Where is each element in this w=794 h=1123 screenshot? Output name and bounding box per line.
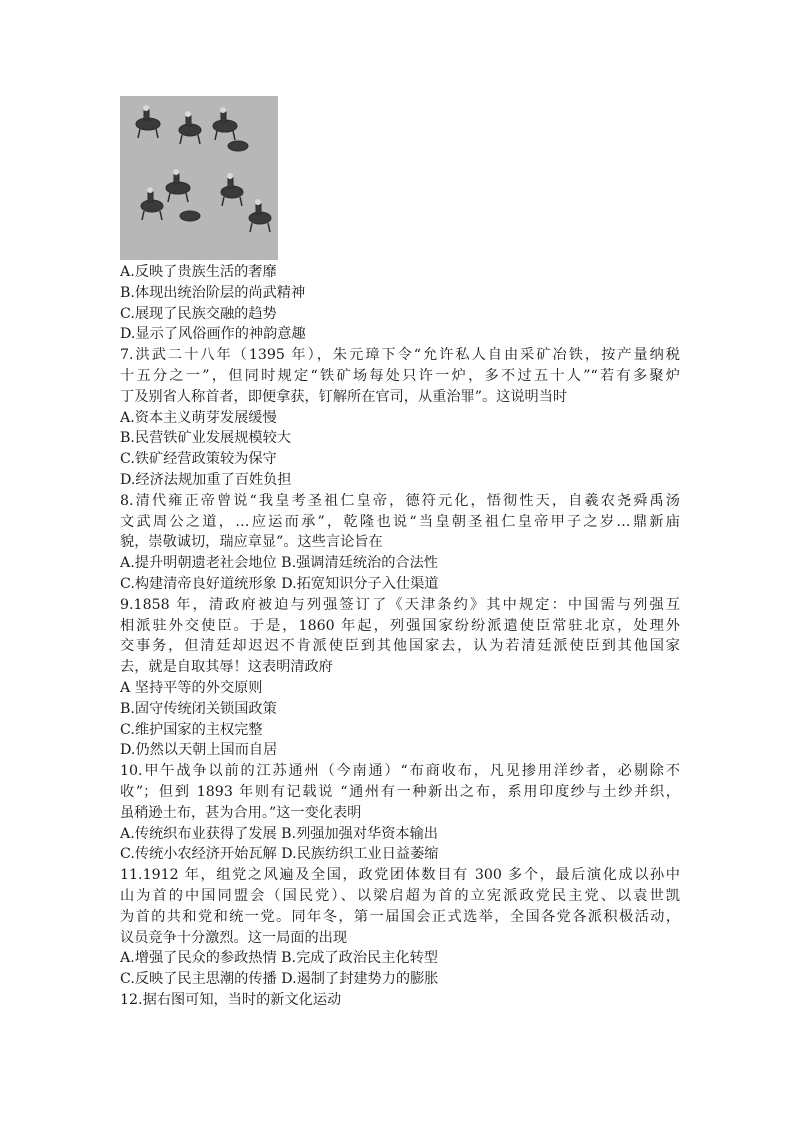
option-line: B.体现出统治阶层的尚武精神 — [120, 284, 306, 301]
option-line: C.反映了民主思潮的传播 D.遏制了封建势力的膨胀 — [120, 971, 439, 988]
option-line: A.资本主义萌芽发展缓慢 — [120, 409, 277, 426]
option-line: A.反映了贵族生活的奢靡 — [120, 264, 277, 280]
question-9-line: 相派驻外交使臣。于是，1860 年起，列强国家纷纷派遣使臣常驻北京，处理外 — [120, 617, 680, 634]
option-line: B.固守传统闭关锁国政策 — [120, 700, 277, 717]
question-7-line: 7.洪武二十八年（1395 年），朱元璋下令“允许私人自由采矿冶铁，按产量纳税 — [120, 347, 680, 364]
option-line: C.传统小农经济开始瓦解 D.民族纺织工业日益萎缩 — [120, 846, 439, 863]
question-9-line: 9.1858 年，清政府被迫与列强签订了《天津条约》其中规定：中国需与列强互 — [120, 596, 680, 613]
question-7-line: 丁及别省人称首者，即便拿获，钉解所在官司，从重治罪”。这说明当时 — [120, 388, 568, 405]
question-10-line: 10.甲午战争以前的江苏通州（今南通）“布商收布，凡见掺用洋纱者，必剔除不 — [120, 763, 680, 780]
horse-riders-painting-icon — [120, 96, 278, 260]
question-9-line: 交事务，但清廷却迟迟不肯派使臣到其他国家去，认为若清廷派使臣到其他国家 — [120, 638, 680, 655]
question-12-line: 12.据右图可知，当时的新文化运动 — [120, 991, 342, 1008]
question-8-line: 8.清代雍正帝曾说“我皇考圣祖仁皇帝，德符元化，悟彻性天，自羲农尧舜禹汤 — [120, 492, 680, 509]
option-line: C.铁矿经营政策较为保守 — [120, 451, 277, 468]
option-line: C.展现了民族交融的趋势 — [120, 305, 277, 322]
option-line: C.维护国家的主权完整 — [120, 721, 263, 738]
question-text-block — [120, 262, 680, 1011]
option-line: A 坚持平等的外交原则 — [120, 679, 263, 696]
option-line: D.仍然以天朝上国而自居 — [120, 742, 278, 759]
option-line: B.民营铁矿业发展规模较大 — [120, 430, 291, 447]
question-9-line: 去，就是自取其辱！这表明清政府 — [120, 659, 333, 676]
question-11-line: 山为首的中国同盟会（国民党）、以梁启超为首的立宪派政党民主党、以袁世凯 — [120, 887, 680, 904]
option-line: C.构建清帝良好道统形象 D.拓宽知识分子入仕渠道 — [120, 575, 439, 592]
option-line: D.显示了风俗画作的神韵意趣 — [120, 326, 306, 343]
option-line: D.经济法规加重了百姓负担 — [120, 471, 292, 488]
option-line: A.传统织布业获得了发展 B.列强加强对华资本输出 — [120, 825, 438, 842]
option-line: A.增强了民众的参政热情 B.完成了政治民主化转型 — [120, 950, 438, 967]
question-11-line: 为首的共和党和统一党。同年冬，第一届国会正式选举，全国各党各派积极活动， — [120, 908, 680, 925]
question-8-line: 文武周公之道，…应运而承”，乾隆也说“当皇朝圣祖仁皇帝甲子之岁…鼎新庙 — [120, 513, 680, 530]
question-10-line: 收”；但到 1893 年则有记载说 “通州有一种新出之布，系用印度纱与土纱并织， — [120, 783, 680, 800]
question-10-line: 虽稍逊土布，甚为合用。”这一变化表明 — [120, 804, 362, 821]
question-8-line: 貌，崇敬诚切，瑞应章显”。这些言论旨在 — [120, 534, 383, 551]
option-line: A.提升明朝遗老社会地位 B.强调清廷统治的合法性 — [120, 555, 438, 572]
question-11-line: 11.1912 年，组党之风遍及全国，政党团体数目有 300 多个，最后演化成以孙中 — [120, 867, 680, 884]
question-11-line: 议员竞争十分激烈。这一局面的出现 — [120, 929, 348, 946]
question-7-line: 十五分之一”，但同时规定“铁矿场每处只许一炉，多不过五十人”“若有多聚炉 — [120, 367, 680, 384]
